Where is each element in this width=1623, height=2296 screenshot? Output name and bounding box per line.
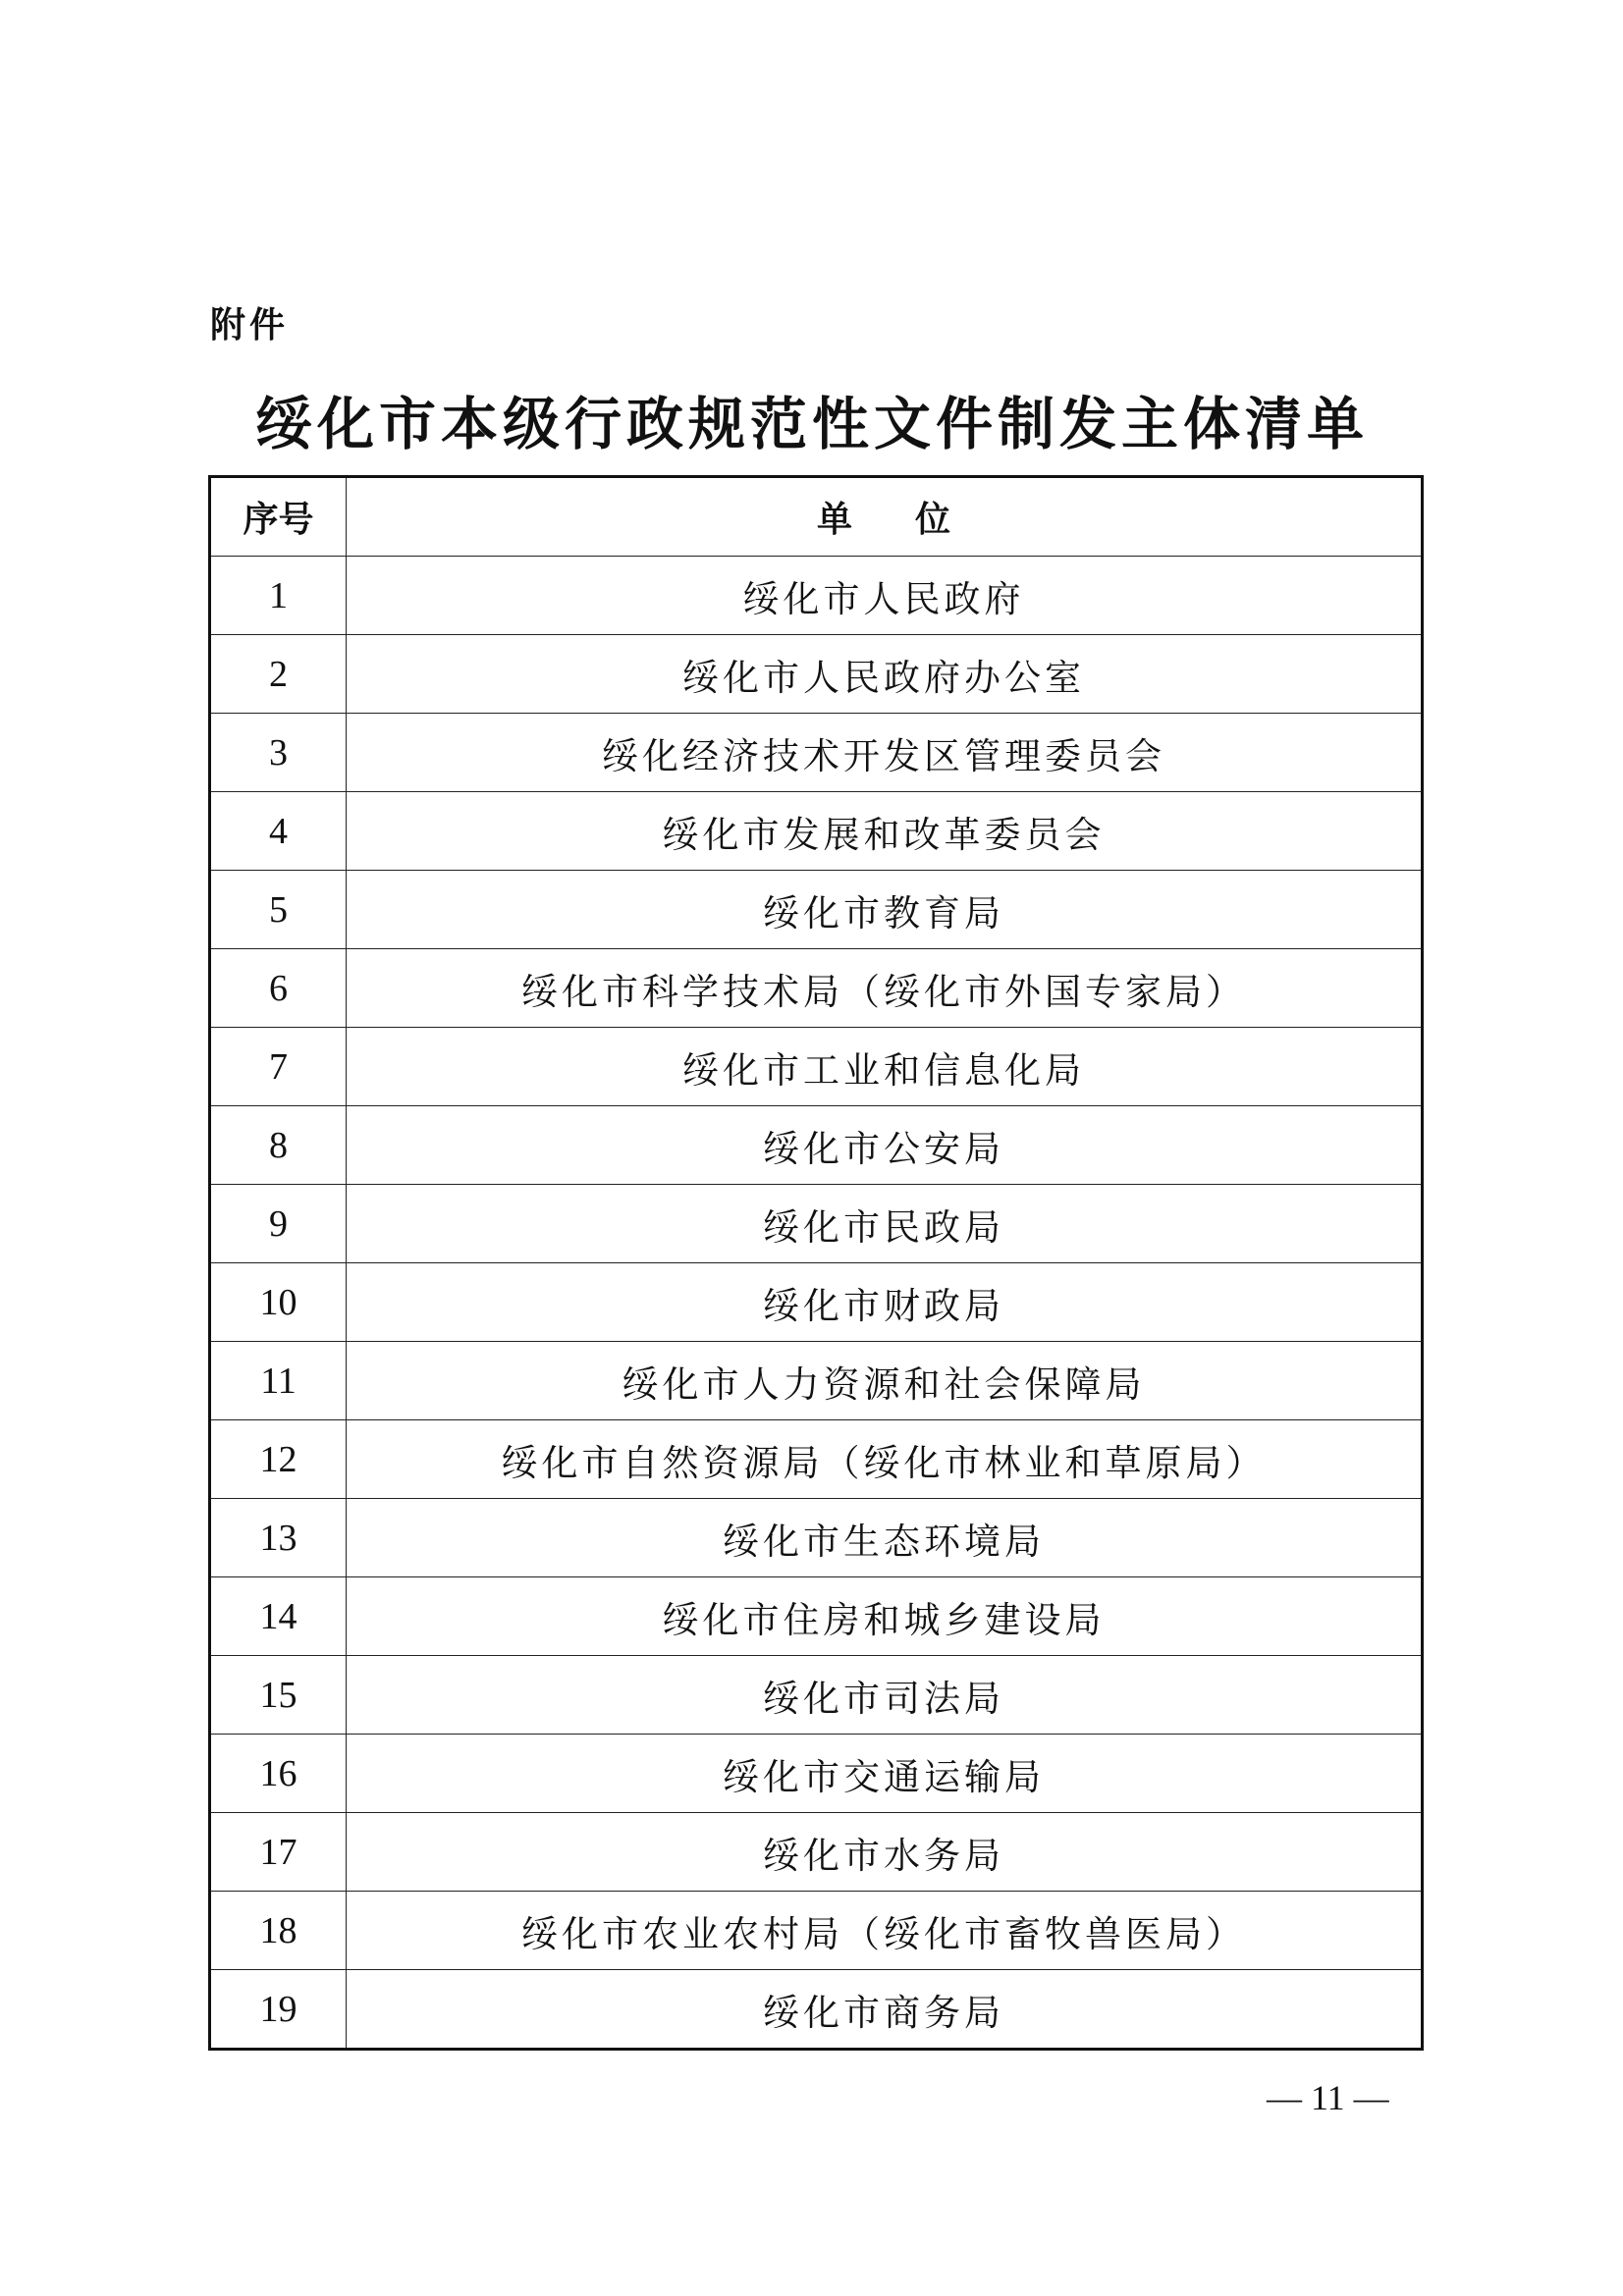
header-unit xyxy=(347,478,1422,557)
row-unit: 绥化经济技术开发区管理委员会 xyxy=(347,714,1422,792)
row-unit: 绥化市民政局 xyxy=(347,1185,1422,1263)
row-unit: 绥化市农业农村局（绥化市畜牧兽医局） xyxy=(347,1892,1422,1970)
row-unit: 绥化市教育局 xyxy=(347,871,1422,949)
table-row xyxy=(211,1106,1421,1185)
page-number: — 11 — xyxy=(1267,2078,1389,2117)
row-unit: 绥化市住房和城乡建设局 xyxy=(347,1577,1422,1656)
row-unit: 绥化市司法局 xyxy=(347,1656,1422,1735)
table-row xyxy=(211,792,1421,871)
row-unit: 绥化市交通运输局 xyxy=(347,1735,1422,1813)
table-row xyxy=(211,1499,1421,1577)
row-unit: 绥化市自然资源局（绥化市林业和草原局） xyxy=(347,1420,1422,1499)
table-row xyxy=(211,949,1421,1028)
row-unit: 绥化市公安局 xyxy=(347,1106,1422,1185)
row-index: 17 xyxy=(211,1813,347,1892)
row-index: 18 xyxy=(211,1892,347,1970)
row-index: 9 xyxy=(211,1185,347,1263)
table-header-row xyxy=(211,478,1421,557)
row-index: 12 xyxy=(211,1420,347,1499)
row-unit: 绥化市科学技术局（绥化市外国专家局） xyxy=(347,949,1422,1028)
row-unit: 绥化市人力资源和社会保障局 xyxy=(347,1342,1422,1420)
document-title: 绥化市本级行政规范性文件制发主体清单 xyxy=(254,391,1369,457)
table-row xyxy=(211,557,1421,635)
row-index: 2 xyxy=(211,635,347,714)
header-index: 序号 xyxy=(211,478,347,557)
unit-list-table xyxy=(208,475,1424,2051)
attachment-label: 附件 xyxy=(210,305,290,346)
row-index: 5 xyxy=(211,871,347,949)
row-unit: 绥化市人民政府 xyxy=(347,557,1422,635)
table-row xyxy=(211,871,1421,949)
row-index: 15 xyxy=(211,1656,347,1735)
row-index: 8 xyxy=(211,1106,347,1185)
row-index: 10 xyxy=(211,1263,347,1342)
row-unit: 绥化市商务局 xyxy=(347,1970,1422,2049)
table-row xyxy=(211,1970,1421,2049)
table-row xyxy=(211,1735,1421,1813)
row-index: 16 xyxy=(211,1735,347,1813)
row-index: 11 xyxy=(211,1342,347,1420)
row-unit: 绥化市工业和信息化局 xyxy=(347,1028,1422,1106)
table-row xyxy=(211,1892,1421,1970)
row-unit: 绥化市人民政府办公室 xyxy=(347,635,1422,714)
row-unit: 绥化市发展和改革委员会 xyxy=(347,792,1422,871)
row-index: 1 xyxy=(211,557,347,635)
header-unit-text: 单位 xyxy=(816,500,1013,540)
table-row xyxy=(211,1028,1421,1106)
row-index: 19 xyxy=(211,1970,347,2049)
row-index: 6 xyxy=(211,949,347,1028)
table-row xyxy=(211,635,1421,714)
row-index: 4 xyxy=(211,792,347,871)
unit-table xyxy=(211,478,1421,2048)
table-row xyxy=(211,714,1421,792)
table-row xyxy=(211,1342,1421,1420)
row-unit: 绥化市财政局 xyxy=(347,1263,1422,1342)
row-index: 7 xyxy=(211,1028,347,1106)
row-unit: 绥化市生态环境局 xyxy=(347,1499,1422,1577)
table-row xyxy=(211,1813,1421,1892)
table-body xyxy=(211,557,1421,2049)
row-unit: 绥化市水务局 xyxy=(347,1813,1422,1892)
table-row xyxy=(211,1577,1421,1656)
row-index: 3 xyxy=(211,714,347,792)
row-index: 13 xyxy=(211,1499,347,1577)
table-row xyxy=(211,1185,1421,1263)
table-row xyxy=(211,1263,1421,1342)
row-index: 14 xyxy=(211,1577,347,1656)
table-row xyxy=(211,1420,1421,1499)
table-row xyxy=(211,1656,1421,1735)
